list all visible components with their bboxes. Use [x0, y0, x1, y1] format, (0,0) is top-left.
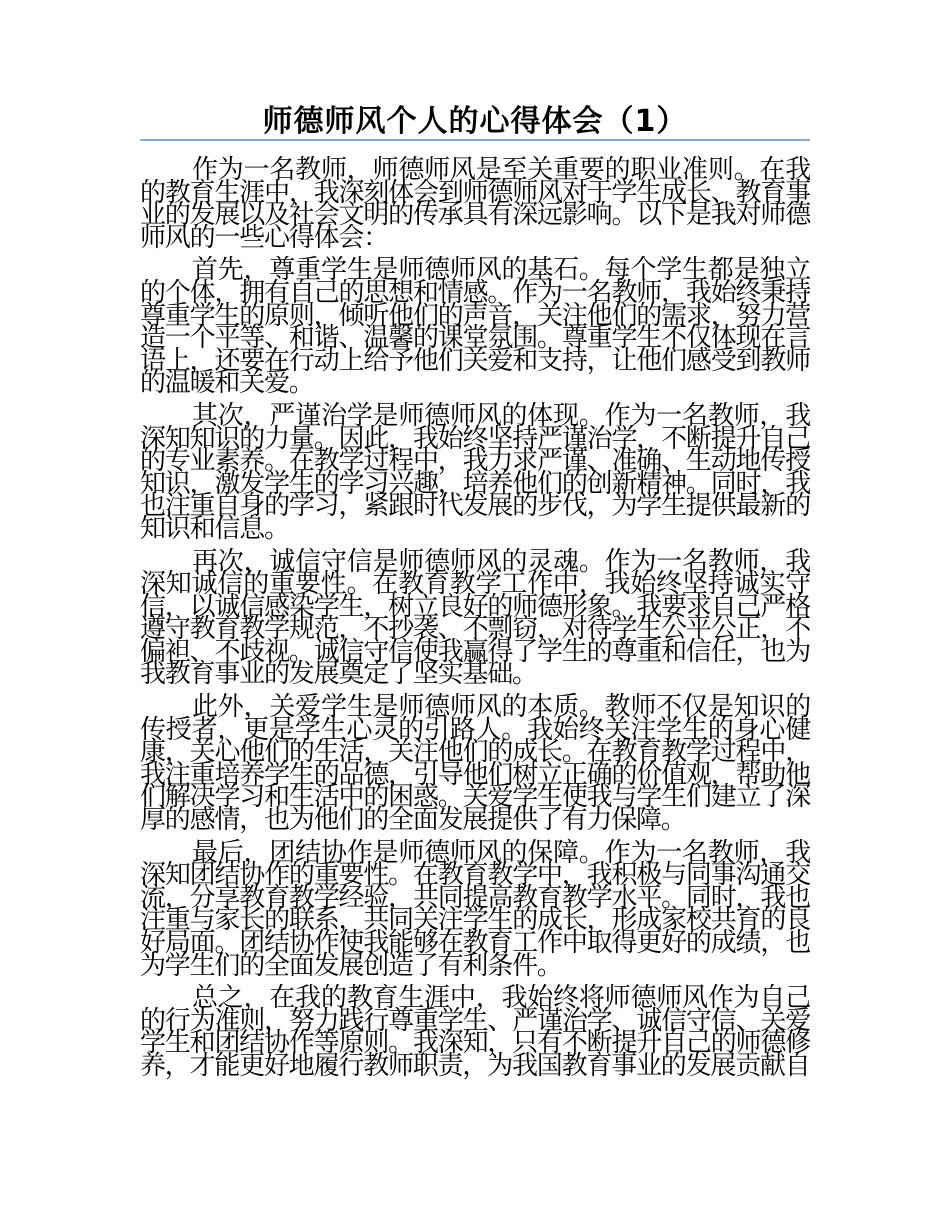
document-title: 师德师风个人的心得体会（1） — [262, 104, 688, 139]
paragraph-rigorous-scholarship: 其次，严谨治学是师德师风的体现。作为一名教师，我深知知识的力量。因此，我始终坚持严谨治学，不断提升自己的专业素养。在教学过程中，我力求严谨、准确、生动地传授知识，激发学生的学习兴趣，培养他们的创新精神。同时，我也注重自身的学习，紧跟时代发展的步伐，为学生提供最新的知识和信息。 — [140, 400, 810, 544]
paragraph-conclusion: 总之，在我的教育生涯中，我始终将师德师风作为自己的行为准则，努力践行尊重学生、严谨治学、诚信守信、关爱学生和团结协作等原则。我深知，只有不断提升自己的师德修养，才能更好地履行教师职责，为我国教育事业的发展贡献自 — [140, 983, 810, 1081]
document-body — [140, 155, 810, 1088]
title-underline — [140, 139, 810, 141]
paragraph-care-for-students: 此外，关爱学生是师德师风的本质。教师不仅是知识的传授者，更是学生心灵的引路人。我始终关注学生的身心健康，关心他们的生活，关注他们的成长。在教育教学过程中，我注重培养学生的品德，引导他们树立正确的价值观，帮助他们解决学习和生活中的困惑。关爱学生使我与学生们建立了深厚的感情，也为他们的全面发展提供了有力保障。 — [140, 692, 810, 836]
paragraph-integrity: 再次，诚信守信是师德师风的灵魂。作为一名教师，我深知诚信的重要性。在教育教学工作中，我始终坚持诚实守信，以诚信感染学生，树立良好的师德形象。我要求自己严格遵守教育教学规范，不抄袭、不剽窃，对待学生公平公正，不偏袒、不歧视。诚信守信使我赢得了学生的尊重和信任，也为我教育事业的发展奠定了坚实基础。 — [140, 546, 810, 690]
paragraph-respect-students: 首先，尊重学生是师德师风的基石。每个学生都是独立的个体，拥有自己的思想和情感。作为一名教师，我始终秉持尊重学生的原则，倾听他们的声音，关注他们的需求，努力营造一个平等、和谐、温馨的课堂氛围。尊重学生不仅体现在言语上，还要在行动上给予他们关爱和支持，让他们感受到教师的温暖和关爱。 — [140, 255, 810, 399]
paragraph-teamwork: 最后，团结协作是师德师风的保障。作为一名教师，我深知团结协作的重要性。在教育教学中，我积极与同事沟通交流，分享教育教学经验，共同提高教育教学水平。同时，我也注重与家长的联系，共同关注学生的成长，形成家校共育的良好局面。团结协作使我能够在教育工作中取得更好的成绩，也为学生们的全面发展创造了有利条件。 — [140, 837, 810, 981]
paragraph-intro: 作为一名教师，师德师风是至关重要的职业准则。在我的教育生涯中，我深刻体会到师德师风对于学生成长、教育事业的发展以及社会文明的传承具有深远影响。以下是我对师德师风的一些心得体会： — [140, 155, 810, 253]
